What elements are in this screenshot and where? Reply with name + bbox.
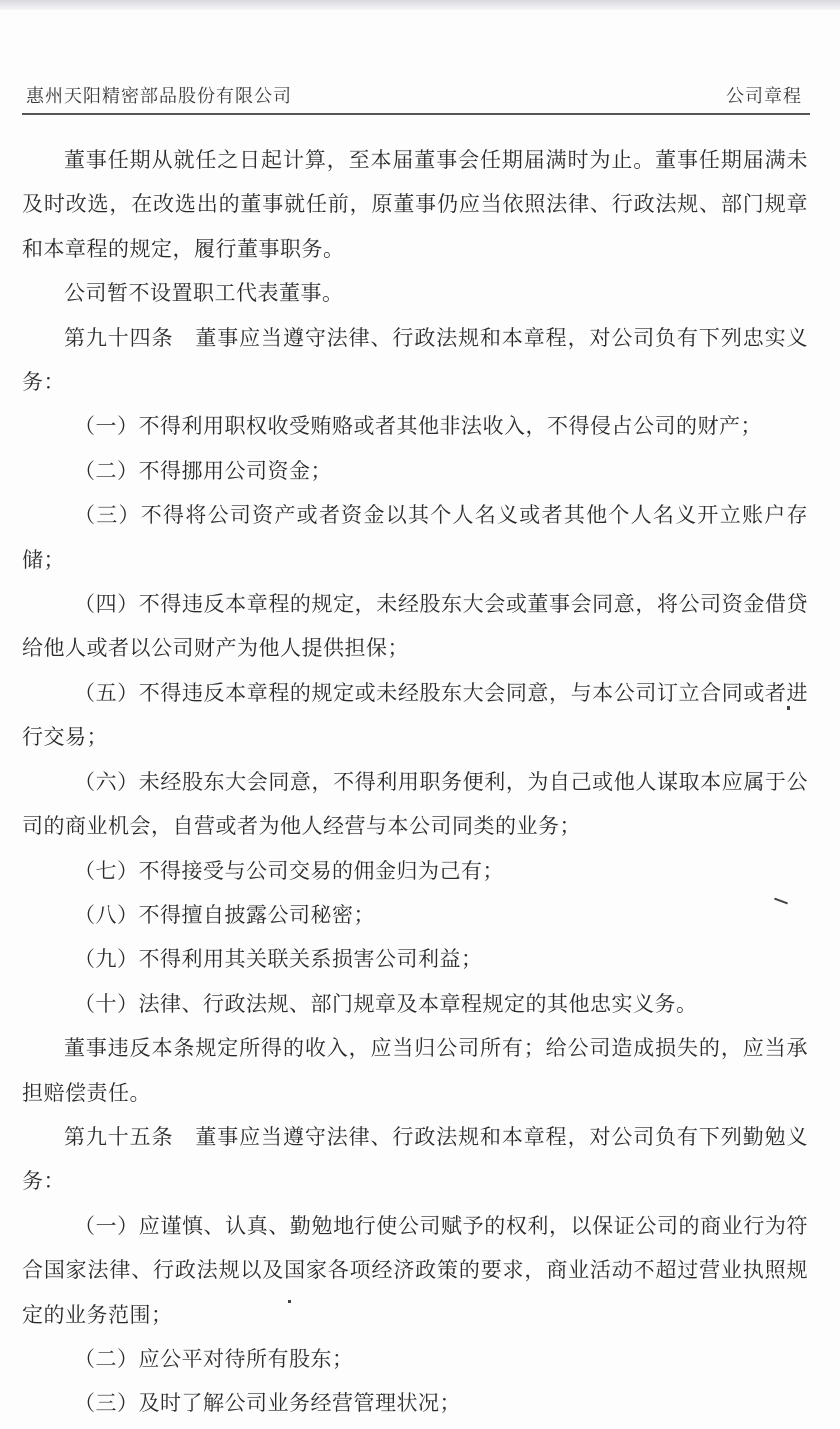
paragraph-term-of-office: 董事任期从就任之日起计算，至本届董事会任期届满时为止。董事任期届满未及时改选，在改选出的董事就任前，原董事仍应当依照法律、行政法规、部门规章和本章程的规定，履行董事职务。 [22,148,808,261]
list-item: （一）不得利用职权收受贿赂或者其他非法收入，不得侵占公司的财产； [74,414,762,439]
list-item: （十）法律、行政法规、部门规章及本章程规定的其他忠实义务。 [74,991,698,1016]
article-95 [22,1115,808,1204]
header-doc-title: 公司章程 [726,86,802,107]
list-item: （三）及时了解公司业务经营管理状况； [74,1391,461,1416]
list-item: （一）应谨慎、认真、勤勉地行使公司赋予的权利，以保证公司的商业行为符合国家法律、行政法规以及国家各项经济政策的要求，商业活动不超过营业执照规定的业务范围； [22,1213,808,1327]
article-text: 董事应当遵守法律、行政法规和本章程，对公司负有下列勤勉义务： [22,1124,809,1194]
paragraph-no-employee-director: 公司暂不设置职工代表董事。 [64,281,344,306]
article-number: 第九十五条 [64,1124,174,1149]
list-item: （二）应公平对待所有股东； [74,1346,354,1371]
list-item: （三）不得将公司资产或者资金以其个人名义或者其他个人名义开立账户存储； [22,503,808,572]
document-body [22,138,808,1426]
article-text: 董事应当遵守法律、行政法规和本章程，对公司负有下列忠实义务： [22,325,809,395]
list-item: （六）未经股东大会同意，不得利用职务便利，为自己或他人谋取本应属于公司的商业机会，自营或者为他人经营与本公司同类的业务； [22,769,808,839]
article-number: 第九十四条 [64,325,174,350]
header-divider [22,113,810,115]
list-item: （四）不得违反本章程的规定，未经股东大会或董事会同意，将公司资金借贷给他人或者以公司财产为他人提供担保； [22,592,808,661]
page-header [26,80,806,110]
list-item: （八）不得擅自披露公司秘密； [74,902,375,927]
article-94 [22,316,808,405]
list-item: （七）不得接受与公司交易的佣金归为己有； [74,858,504,883]
scan-speck [787,706,790,710]
header-company-name: 惠州天阳精密部品股份有限公司 [26,86,292,107]
scan-edge [0,0,840,10]
list-item: （五）不得违反本章程的规定或未经股东大会同意，与本公司订立合同或者进行交易； [22,680,808,750]
paragraph-liability: 董事违反本条规定所得的收入，应当归公司所有；给公司造成损失的，应当承担赔偿责任。 [22,1036,808,1105]
scan-speck [288,1300,291,1303]
list-item: （二）不得挪用公司资金； [74,458,332,483]
list-item: （九）不得利用其关联关系损害公司利益； [74,947,483,972]
